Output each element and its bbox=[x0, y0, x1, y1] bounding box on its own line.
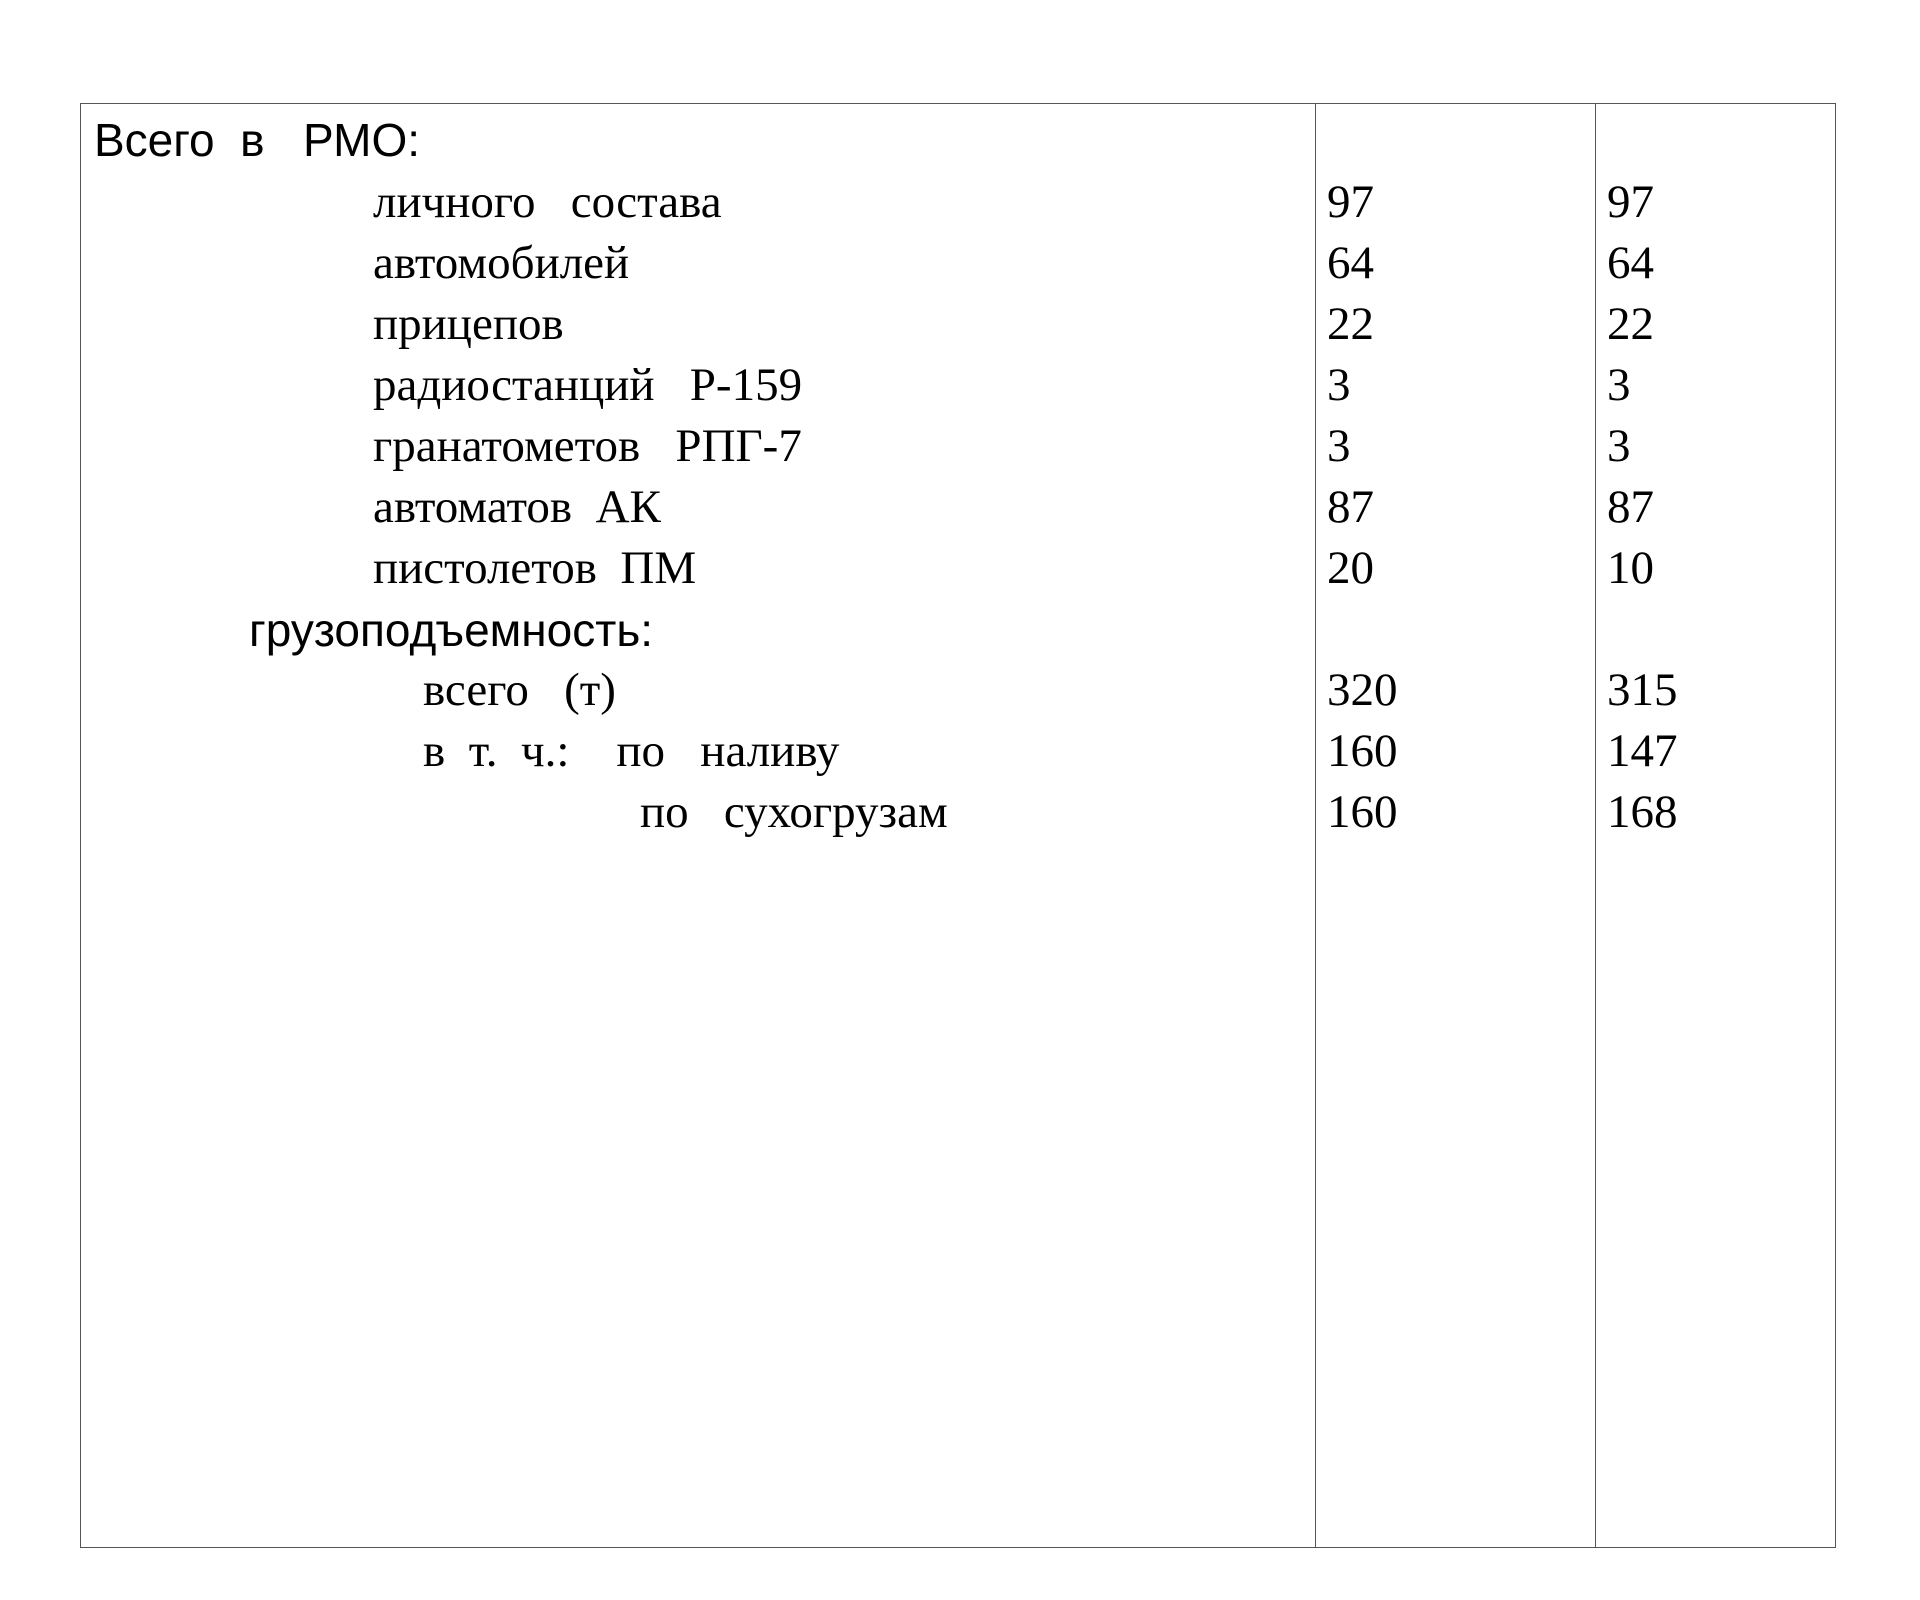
row-value-col1: 3 bbox=[1327, 420, 1351, 472]
row-label: автомобилей bbox=[373, 237, 630, 289]
row-value-col1: 97 bbox=[1327, 176, 1374, 228]
row-value-col1: 64 bbox=[1327, 237, 1374, 289]
row-label: личного состава bbox=[373, 176, 722, 228]
column-divider-2 bbox=[1595, 103, 1596, 1548]
capacity-liquid-label: в т. ч.: по наливу bbox=[423, 725, 840, 777]
capacity-total-label: всего (т) bbox=[423, 664, 616, 716]
row-value-col2: 3 bbox=[1607, 359, 1631, 411]
row-value-col1: 22 bbox=[1327, 298, 1374, 350]
row-value-col1: 20 bbox=[1327, 542, 1374, 594]
row-label: автоматов АК bbox=[373, 481, 661, 533]
capacity-dry-col1: 160 bbox=[1327, 786, 1398, 838]
row-value-col2: 22 bbox=[1607, 298, 1654, 350]
table-frame bbox=[80, 103, 1836, 1548]
row-value-col2: 10 bbox=[1607, 542, 1654, 594]
row-value-col2: 3 bbox=[1607, 420, 1631, 472]
capacity-dry-label: по сухогрузам bbox=[640, 786, 948, 838]
capacity-liquid-col2: 147 bbox=[1607, 725, 1678, 777]
capacity-heading: грузоподъемность: bbox=[249, 604, 654, 656]
capacity-total-col2: 315 bbox=[1607, 664, 1678, 716]
row-label: гранатометов РПГ-7 bbox=[373, 420, 802, 472]
capacity-total-col1: 320 bbox=[1327, 664, 1398, 716]
capacity-liquid-col1: 160 bbox=[1327, 725, 1398, 777]
row-label: прицепов bbox=[373, 298, 564, 350]
capacity-dry-col2: 168 bbox=[1607, 786, 1678, 838]
row-value-col2: 87 bbox=[1607, 481, 1654, 533]
row-value-col1: 3 bbox=[1327, 359, 1351, 411]
row-value-col1: 87 bbox=[1327, 481, 1374, 533]
row-label: радиостанций Р-159 bbox=[373, 359, 803, 411]
column-divider-1 bbox=[1315, 103, 1316, 1548]
row-value-col2: 64 bbox=[1607, 237, 1654, 289]
row-value-col2: 97 bbox=[1607, 176, 1654, 228]
row-label: пистолетов ПМ bbox=[373, 542, 697, 594]
table-heading: Всего в РМО: bbox=[94, 114, 420, 166]
